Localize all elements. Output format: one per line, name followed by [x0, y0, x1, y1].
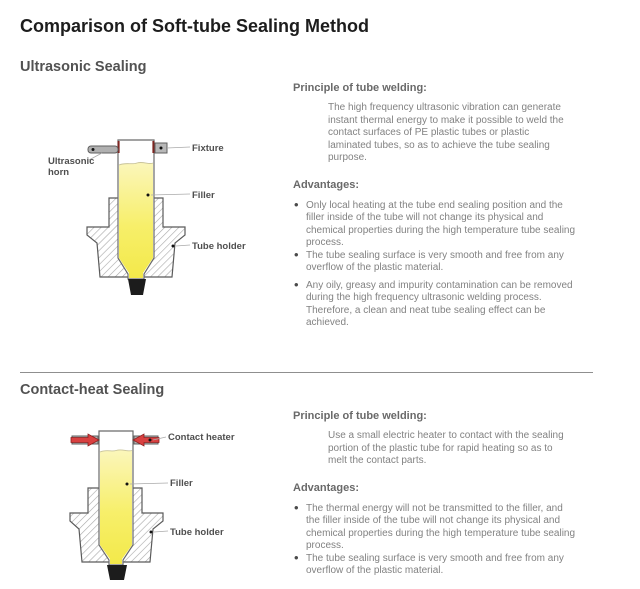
tube-holder-label: Tube holder [170, 527, 224, 538]
advantages-list [293, 200, 578, 330]
section-divider [20, 372, 593, 373]
tube-holder-label: Tube holder [192, 241, 246, 252]
contact-heater-label: Contact heater [168, 432, 235, 443]
horn-anchor-dot [92, 148, 95, 151]
holder-anchor-dot [172, 245, 175, 248]
seal-cap [128, 279, 146, 295]
principle-label: Principle of tube welding: [293, 82, 427, 94]
filler-anchor-dot [126, 483, 129, 486]
advantages-label: Advantages: [293, 178, 360, 191]
section-heading-ultrasonic: Ultrasonic Sealing [20, 59, 147, 75]
filler-leader-line [130, 483, 168, 484]
fixture-label: Fixture [192, 143, 224, 154]
filler-leader-line [151, 194, 190, 195]
ultrasonic-text-column [293, 82, 595, 330]
holder-leader-line [154, 531, 168, 532]
advantage-item: • The thermal energy will not be transmitted to the filler, and the filler inside of the tube will not change its physical and chemical properties during the high temperature tube sealing process. [293, 503, 578, 553]
fixture-leader-line [167, 147, 190, 148]
heater-anchor-dot [149, 439, 152, 442]
filler-liquid [119, 162, 153, 278]
principle-text: The high frequency ultrasonic vibration can generate instant thermal energy to make it possible to weld the contact surfaces of PE plastic tubes or plastic laminated tubes, so as to achieve the tube sealing purpose. [328, 102, 564, 163]
filler-anchor-dot [147, 194, 150, 197]
holder-anchor-dot [150, 531, 153, 534]
section-heading-contact-heat: Contact-heat Sealing [20, 382, 165, 398]
contact-heat-sealing-diagram [20, 425, 290, 589]
filler-label: Filler [170, 478, 193, 489]
page-title: Comparison of Soft-tube Sealing Method [20, 16, 369, 36]
filler-label: Filler [192, 190, 215, 201]
ultrasonic-horn-label-line2: horn [48, 167, 70, 178]
ultrasonic-sealing-diagram [20, 110, 290, 310]
advantages-label: Advantages: [293, 481, 360, 494]
weld-mark-right [152, 141, 154, 153]
holder-leader-line [176, 245, 190, 246]
seal-cap [107, 565, 127, 580]
contact-heat-text-column [293, 410, 595, 578]
fixture-anchor-dot [160, 147, 163, 150]
filler-liquid [100, 450, 132, 564]
advantage-item: • The tube sealing surface is very smooth and free from any overflow of the plastic material. [293, 553, 578, 578]
advantage-item: • Only local heating at the tube end sealing position and the filler inside of the tube will not change its physical and chemical properties during the high temperature tube sealing process. [293, 200, 578, 250]
principle-label: Principle of tube welding: [293, 410, 427, 422]
advantages-list [293, 503, 578, 578]
advantage-item: • Any oily, greasy and impurity contamination can be removed during the high frequency ultrasonic welding process. Therefore, a clean and neat tube sealing effect can be achieved. [293, 280, 578, 330]
principle-text: Use a small electric heater to contact with the sealing portion of the plastic tube for rapid heating so as to melt the contact parts. [328, 430, 564, 466]
advantage-item: • The tube sealing surface is very smooth and free from any overflow of the plastic material. [293, 250, 578, 275]
ultrasonic-horn-label-line1: Ultrasonic [48, 156, 95, 167]
